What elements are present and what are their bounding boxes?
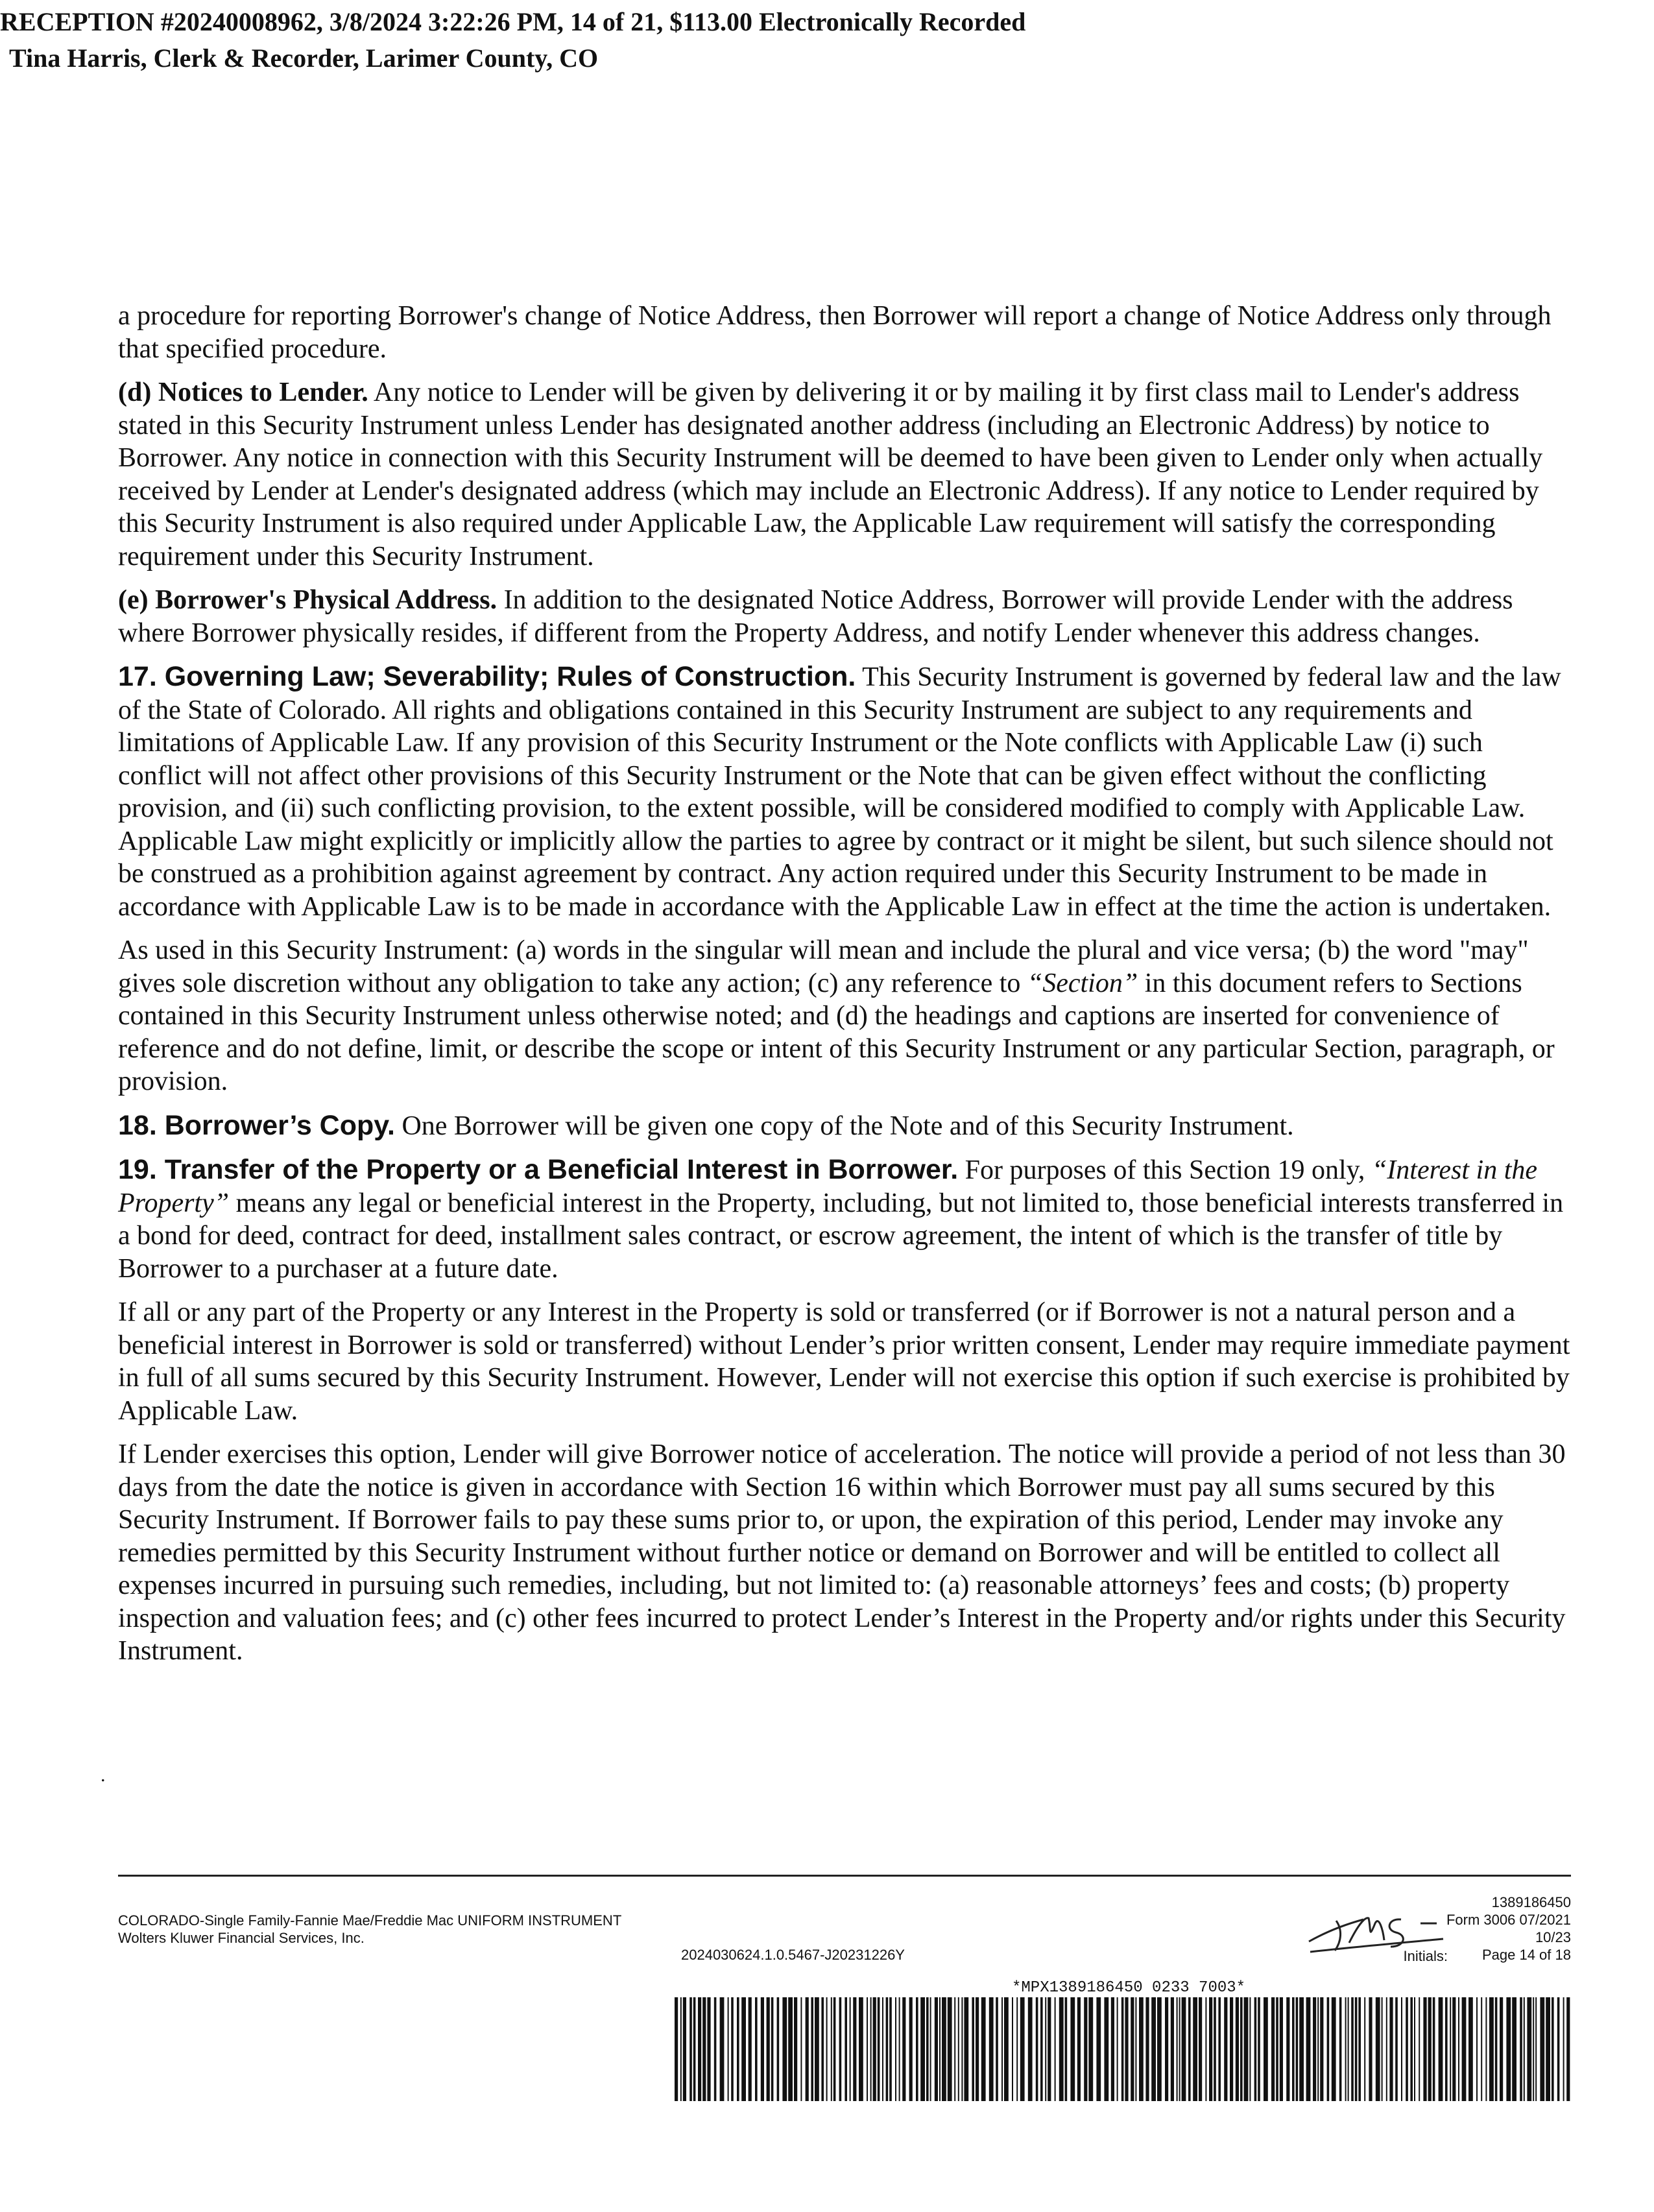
barcode-bar xyxy=(1188,1997,1191,2101)
barcode-bar xyxy=(1389,1997,1393,2101)
barcode-bar xyxy=(1059,1997,1064,2101)
barcode-bar xyxy=(1423,1997,1426,2101)
barcode-bar xyxy=(1244,1997,1249,2101)
barcode-bar xyxy=(839,1997,842,2101)
barcode-bar xyxy=(964,1997,968,2101)
barcode-bar xyxy=(1495,1997,1498,2101)
recording-stamp xyxy=(0,4,1025,77)
barcode-bar xyxy=(1468,1997,1473,2101)
barcode-bar xyxy=(926,1997,929,2101)
barcode-bar xyxy=(853,1997,856,2101)
barcode-bar xyxy=(1165,1997,1168,2101)
barcode-bar xyxy=(1313,1997,1316,2101)
initials-signature-icon xyxy=(1304,1904,1446,1956)
barcode-bar xyxy=(1401,1997,1402,2101)
barcode-bar xyxy=(1193,1997,1197,2101)
footer-form-info xyxy=(118,1912,621,1947)
barcode-bar xyxy=(859,1997,863,2101)
barcode-bar xyxy=(821,1997,824,2101)
barcode-bar xyxy=(1395,1997,1398,2101)
barcode-bar xyxy=(1236,1997,1239,2101)
barcode-bar xyxy=(1445,1997,1448,2101)
barcode-bar xyxy=(958,1997,959,2101)
barcode-bar xyxy=(886,1997,889,2101)
barcode-bar xyxy=(1439,1997,1443,2101)
barcode-bar xyxy=(1135,1997,1136,2101)
barcode-bar xyxy=(1182,1997,1186,2101)
barcode-bar xyxy=(1339,1997,1342,2101)
barcode-bar xyxy=(972,1997,974,2101)
barcode-bar xyxy=(1351,1997,1354,2101)
barcode-bar xyxy=(920,1997,925,2101)
barcode-bar xyxy=(1121,1997,1124,2101)
barcode-bar xyxy=(889,1997,892,2101)
margin-mark: . xyxy=(101,1764,106,1786)
barcode-bar xyxy=(1117,1997,1118,2101)
barcode-bar xyxy=(882,1997,883,2101)
barcode-bar xyxy=(1171,1997,1174,2101)
barcode-bar xyxy=(939,1997,941,2101)
barcode-bar xyxy=(698,1997,701,2101)
section-16d: (d) Notices to Lender. Any notice to Lender will be given by delivering it or by mailing it by first class mail to Lender's address stated in this Security Instrument unless Lender has designated another address (including an Electronic Address) by notice to Borrower. Any notice in connection with this Security Instrument will be deemed to have been given to Lender only when actually received by Lender at Lender's designated address (which may include an Electronic Address). If any notice to Lender required by this Security Instrument is also required under Applicable Law, the Applicable Law requirement will satisfy the corresponding requirement under this Security Instrument. xyxy=(118,378,1543,571)
barcode-bar xyxy=(771,1997,774,2101)
barcode-bar xyxy=(1286,1997,1289,2101)
barcode-bar xyxy=(1481,1997,1482,2101)
barcode-bar xyxy=(899,1997,900,2101)
barcode-bar xyxy=(1028,1997,1033,2101)
barcode-bar xyxy=(1145,1997,1149,2101)
barcode-bar xyxy=(1320,1997,1323,2101)
barcode-bar xyxy=(702,1997,706,2101)
barcode-bar xyxy=(806,1997,809,2101)
barcode-bar xyxy=(1563,1997,1564,2101)
barcode-bar xyxy=(1016,1997,1018,2101)
publisher: Wolters Kluwer Financial Services, Inc. xyxy=(118,1930,365,1946)
barcode-bar xyxy=(731,1997,734,2101)
barcode-bar xyxy=(1327,1997,1330,2101)
barcode-bar xyxy=(788,1997,793,2101)
barcode-bar xyxy=(873,1997,876,2101)
barcode-bar xyxy=(728,1997,729,2101)
barcode-bar xyxy=(1500,1997,1503,2101)
section-18-heading: 18. Borrower’s Copy. xyxy=(118,1109,395,1141)
barcode-bar xyxy=(1240,1997,1243,2101)
barcode-bar xyxy=(1382,1997,1383,2101)
barcode-bar xyxy=(961,1997,963,2101)
barcode-bar xyxy=(826,1997,828,2101)
barcode-bar xyxy=(981,1997,986,2101)
barcode-bar xyxy=(1209,1997,1212,2101)
barcode-bar xyxy=(1036,1997,1038,2101)
document-code: 2024030624.1.0.5467-J20231226Y xyxy=(681,1947,905,1963)
barcode-bar xyxy=(1258,1997,1260,2101)
barcode-bar xyxy=(680,1997,682,2101)
barcode-bar xyxy=(767,1997,770,2101)
barcode-label: *MPX1389186450 0233 7003* xyxy=(1012,1979,1246,1997)
barcode-bar xyxy=(1096,1997,1101,2101)
section-19-paragraph-2: If all or any part of the Property or any Interest in the Property is sold or transferred (or if Borrower is not a natural person and a beneficial interest in Borrower is sold or transferred) without Lender’s prior written consent, Lender may require immediate payment in full of all sums secured by this Security Instrument. However, Lender will not exercise this option if such exercise is prohibited by Applicable Law. xyxy=(118,1297,1570,1426)
barcode-bar xyxy=(1332,1997,1336,2101)
paragraph-continuation: a procedure for reporting Borrower's change of Notice Address, then Borrower will report a change of Notice Address only through that specified procedure. xyxy=(118,301,1552,364)
barcode-bar xyxy=(1254,1997,1257,2101)
barcode-bar xyxy=(1406,1997,1408,2101)
barcode-bar xyxy=(1317,1997,1319,2101)
barcode-bar xyxy=(996,1997,998,2101)
barcode-bar xyxy=(1218,1997,1221,2101)
barcode-bar xyxy=(741,1997,746,2101)
barcode-bar xyxy=(1419,1997,1420,2101)
barcode-bar xyxy=(1131,1997,1134,2101)
barcode-bar xyxy=(878,1997,880,2101)
barcode-bar xyxy=(1139,1997,1144,2101)
barcode-bar xyxy=(1348,1997,1349,2101)
barcode-bar xyxy=(1386,1997,1387,2101)
barcode-bar xyxy=(1299,1997,1304,2101)
barcode-bar xyxy=(1345,1997,1347,2101)
barcode-bar xyxy=(845,1997,847,2101)
barcode-bar xyxy=(1546,1997,1550,2101)
loan-number: 1389186450 xyxy=(1491,1894,1571,1910)
section-17: 17. Governing Law; Severability; Rules of Construction. This Security Instrument is governed by federal law and the law of the State of Colorado. All rights and obligations contained in this Security Instrument are subject to any requirements and limitations of Applicable Law. If any provision of this Security Instrument or the Note conflicts with Applicable Law (i) such conflict will not affect other provisions of this Security Instrument or the Note that can be given effect without the conflicting provision, and (ii) such conflicting provision, to the extent possible, will be considered modified to comply with Applicable Law. Applicable Law might explicitly or implicitly allow the parties to agree by contract or it might be silent, but such silence should not be construed as a prohibition against agreement by contract. Any action required under this Security Instrument to be made in accordance with Applicable Law is to be made in accordance with the Applicable Law in effect at the time the action is undertaken. xyxy=(118,661,1561,922)
section-17-heading: 17. Governing Law; Severability; Rules of Construction. xyxy=(118,661,856,692)
recording-stamp-line1: RECEPTION #20240008962, 3/8/2024 3:22:26 PM, 14 of 21, $113.00 Electronically Recorded xyxy=(0,7,1026,36)
barcode-bar xyxy=(1070,1997,1075,2101)
barcode-bar xyxy=(1004,1997,1009,2101)
barcode-bar xyxy=(707,1997,710,2101)
barcode-bar xyxy=(1055,1997,1056,2101)
barcode-bar xyxy=(1065,1997,1068,2101)
barcode-bar xyxy=(815,1997,819,2101)
footer-right-block xyxy=(1446,1893,1571,1964)
section-19-heading: 19. Transfer of the Property or a Beneficial Interest in Borrower. xyxy=(118,1154,959,1185)
barcode-bar xyxy=(1410,1997,1413,2101)
barcode-bar xyxy=(1364,1997,1365,2101)
barcode-bar xyxy=(850,1997,851,2101)
barcode-bar xyxy=(1264,1997,1268,2101)
barcode-bar xyxy=(794,1997,797,2101)
barcode-bar xyxy=(1557,1997,1560,2101)
barcode-bar xyxy=(1376,1997,1380,2101)
barcode-bar xyxy=(811,1997,813,2101)
barcode-bar xyxy=(833,1997,836,2101)
barcode-bar xyxy=(782,1997,787,2101)
barcode-bar xyxy=(1249,1997,1251,2101)
barcode-bar xyxy=(1520,1997,1522,2101)
barcode-bar xyxy=(935,1997,938,2101)
form-number: Form 3006 07/2021 xyxy=(1446,1912,1571,1928)
barcode-bar xyxy=(1111,1997,1114,2101)
barcode-bar xyxy=(1214,1997,1216,2101)
barcode-bar xyxy=(831,1997,832,2101)
barcode-bar xyxy=(1179,1997,1181,2101)
initials-label: Initials: xyxy=(1403,1948,1448,1964)
barcode-bar xyxy=(737,1997,739,2101)
barcode-bar xyxy=(1489,1997,1494,2101)
barcode-bar xyxy=(1151,1997,1156,2101)
section-16e-heading: (e) Borrower's Physical Address. xyxy=(118,585,497,615)
barcode-bar xyxy=(1355,1997,1358,2101)
barcode-bar xyxy=(1433,1997,1435,2101)
barcode-bar xyxy=(902,1997,905,2101)
barcode-bar xyxy=(1230,1997,1233,2101)
barcode-bar xyxy=(1524,1997,1525,2101)
barcode-bar xyxy=(1458,1997,1459,2101)
section-19-paragraph-3: If Lender exercises this option, Lender will give Borrower notice of acceleration. The notice will provide a period of not less than 30 days from the date the notice is given in accordance with Section 16 within which Borrower must pay all sums secured by this Security Instrument. If Borrower fails to pay these sums prior to, or upon, the expiration of this period, Lender may invoke any remedies permitted by this Security Instrument without further notice or demand on Borrower and will be entitled to collect all expenses incurred in pursuing such remedies, including, but not limited to: (a) reasonable attorneys’ fees and costs; (b) property inspection and valuation fees; and (c) other fees incurred to protect Lender’s Interest in the Property and/or rights under this Security Instrument. xyxy=(118,1439,1566,1666)
barcode-bar xyxy=(1157,1997,1162,2101)
section-17-construction: As used in this Security Instrument: (a) words in the singular will mean and include the plural and vice versa; (b) the word "may" gives sole discretion without any obligation to take any action; (c) any reference to “Section” in this document refers to Sections contained in this Security Instrument unless otherwise noted; and (d) the headings and captions are inserted for convenience of reference and do not define, limit, or describe the scope or intent of this Security Instrument or any particular Section, paragraph, or provision. xyxy=(118,935,1555,1096)
barcode-bar xyxy=(1271,1997,1275,2101)
barcode-bar xyxy=(689,1997,692,2101)
barcode-bar xyxy=(1369,1997,1372,2101)
barcode-bar xyxy=(683,1997,686,2101)
barcode-bar xyxy=(870,1997,872,2101)
barcode-bar xyxy=(930,1997,931,2101)
barcode-bar xyxy=(1205,1997,1206,2101)
form-title: COLORADO-Single Family-Fannie Mae/Freddie Mac UNIFORM INSTRUMENT xyxy=(118,1912,622,1929)
barcode-bar xyxy=(1296,1997,1299,2101)
barcode-bar xyxy=(761,1997,764,2101)
barcode-bar xyxy=(749,1997,752,2101)
barcode-bar xyxy=(1048,1997,1051,2101)
barcode-bar xyxy=(1512,1997,1516,2101)
barcode-bar xyxy=(1452,1997,1456,2101)
barcode-bar xyxy=(1020,1997,1025,2101)
barcode-bar xyxy=(1358,1997,1361,2101)
barcode-bar xyxy=(1292,1997,1295,2101)
barcode-bar xyxy=(1428,1997,1432,2101)
barcode-bar xyxy=(1001,1997,1003,2101)
section-19: 19. Transfer of the Property or a Beneficial Interest in Borrower. For purposes of this Section 19 only, “Interest in the Property” means any legal or beneficial interest in the Property, including, but not limited to, those beneficial interests transferred in a bond for deed, contract for deed, installment sales contract, or escrow agreement, the intent of which is the transfer of title by Borrower to a purchaser at a future date. xyxy=(118,1154,1564,1284)
barcode-bar xyxy=(1414,1997,1415,2101)
barcode-bar xyxy=(989,1997,994,2101)
barcode-bar xyxy=(867,1997,868,2101)
barcode-bar xyxy=(1177,1997,1178,2101)
barcode-bar xyxy=(1104,1997,1109,2101)
barcode-bar xyxy=(1077,1997,1081,2101)
barcode-bar xyxy=(693,1997,696,2101)
barcode-bar xyxy=(755,1997,758,2101)
barcode-bar xyxy=(1224,1997,1227,2101)
footer-rule xyxy=(118,1875,1571,1877)
barcode-bar xyxy=(1280,1997,1283,2101)
barcode-bar xyxy=(714,1997,717,2101)
barcode-bar xyxy=(1125,1997,1128,2101)
barcode-bar xyxy=(895,1997,896,2101)
barcode-bar xyxy=(1306,1997,1311,2101)
barcode-bar xyxy=(1476,1997,1478,2101)
barcode-bar xyxy=(916,1997,918,2101)
page-number: Page 14 of 18 xyxy=(1481,1947,1571,1963)
barcode-bar xyxy=(1535,1997,1537,2101)
barcode-bar xyxy=(948,1997,952,2101)
barcode-bar xyxy=(675,1997,678,2101)
barcode-bar xyxy=(1533,1997,1534,2101)
barcode-bar xyxy=(800,1997,802,2101)
barcode-bar xyxy=(1199,1997,1202,2101)
recording-stamp-line2: Tina Harris, Clerk & Recorder, Larimer County, CO xyxy=(9,43,599,73)
section-18: 18. Borrower’s Copy. One Borrower will be given one copy of the Note and of this Security Instrument. xyxy=(118,1109,1294,1141)
barcode-bar xyxy=(1506,1997,1511,2101)
barcode-bar xyxy=(1485,1997,1487,2101)
barcode-bar xyxy=(1276,1997,1278,2101)
barcode-bar xyxy=(942,1997,946,2101)
barcode-bar xyxy=(1012,1997,1013,2101)
barcode-bar xyxy=(777,1997,780,2101)
barcode-bar xyxy=(1040,1997,1043,2101)
barcode-bar xyxy=(1045,1997,1046,2101)
barcode-bar xyxy=(1540,1997,1544,2101)
barcode xyxy=(675,1997,1571,2101)
barcode-bar xyxy=(1084,1997,1087,2101)
barcode-bar xyxy=(1552,1997,1554,2101)
barcode-bar xyxy=(1462,1997,1467,2101)
barcode-bar xyxy=(954,1997,955,2101)
barcode-bar xyxy=(1566,1997,1570,2101)
document-body xyxy=(118,300,1571,1679)
section-16e: (e) Borrower's Physical Address. In addition to the designated Notice Address, Borrower will provide Lender with the address where Borrower physically resides, if different from the Property Address, and notify Lender whenever this address changes. xyxy=(118,585,1513,648)
barcode-bar xyxy=(1088,1997,1093,2101)
form-revision: 10/23 xyxy=(1535,1929,1571,1945)
section-16d-heading: (d) Notices to Lender. xyxy=(118,378,368,407)
barcode-bar xyxy=(1527,1997,1531,2101)
barcode-bar xyxy=(909,1997,913,2101)
barcode-bar xyxy=(720,1997,725,2101)
barcode-bar xyxy=(1450,1997,1451,2101)
barcode-bar xyxy=(976,1997,979,2101)
